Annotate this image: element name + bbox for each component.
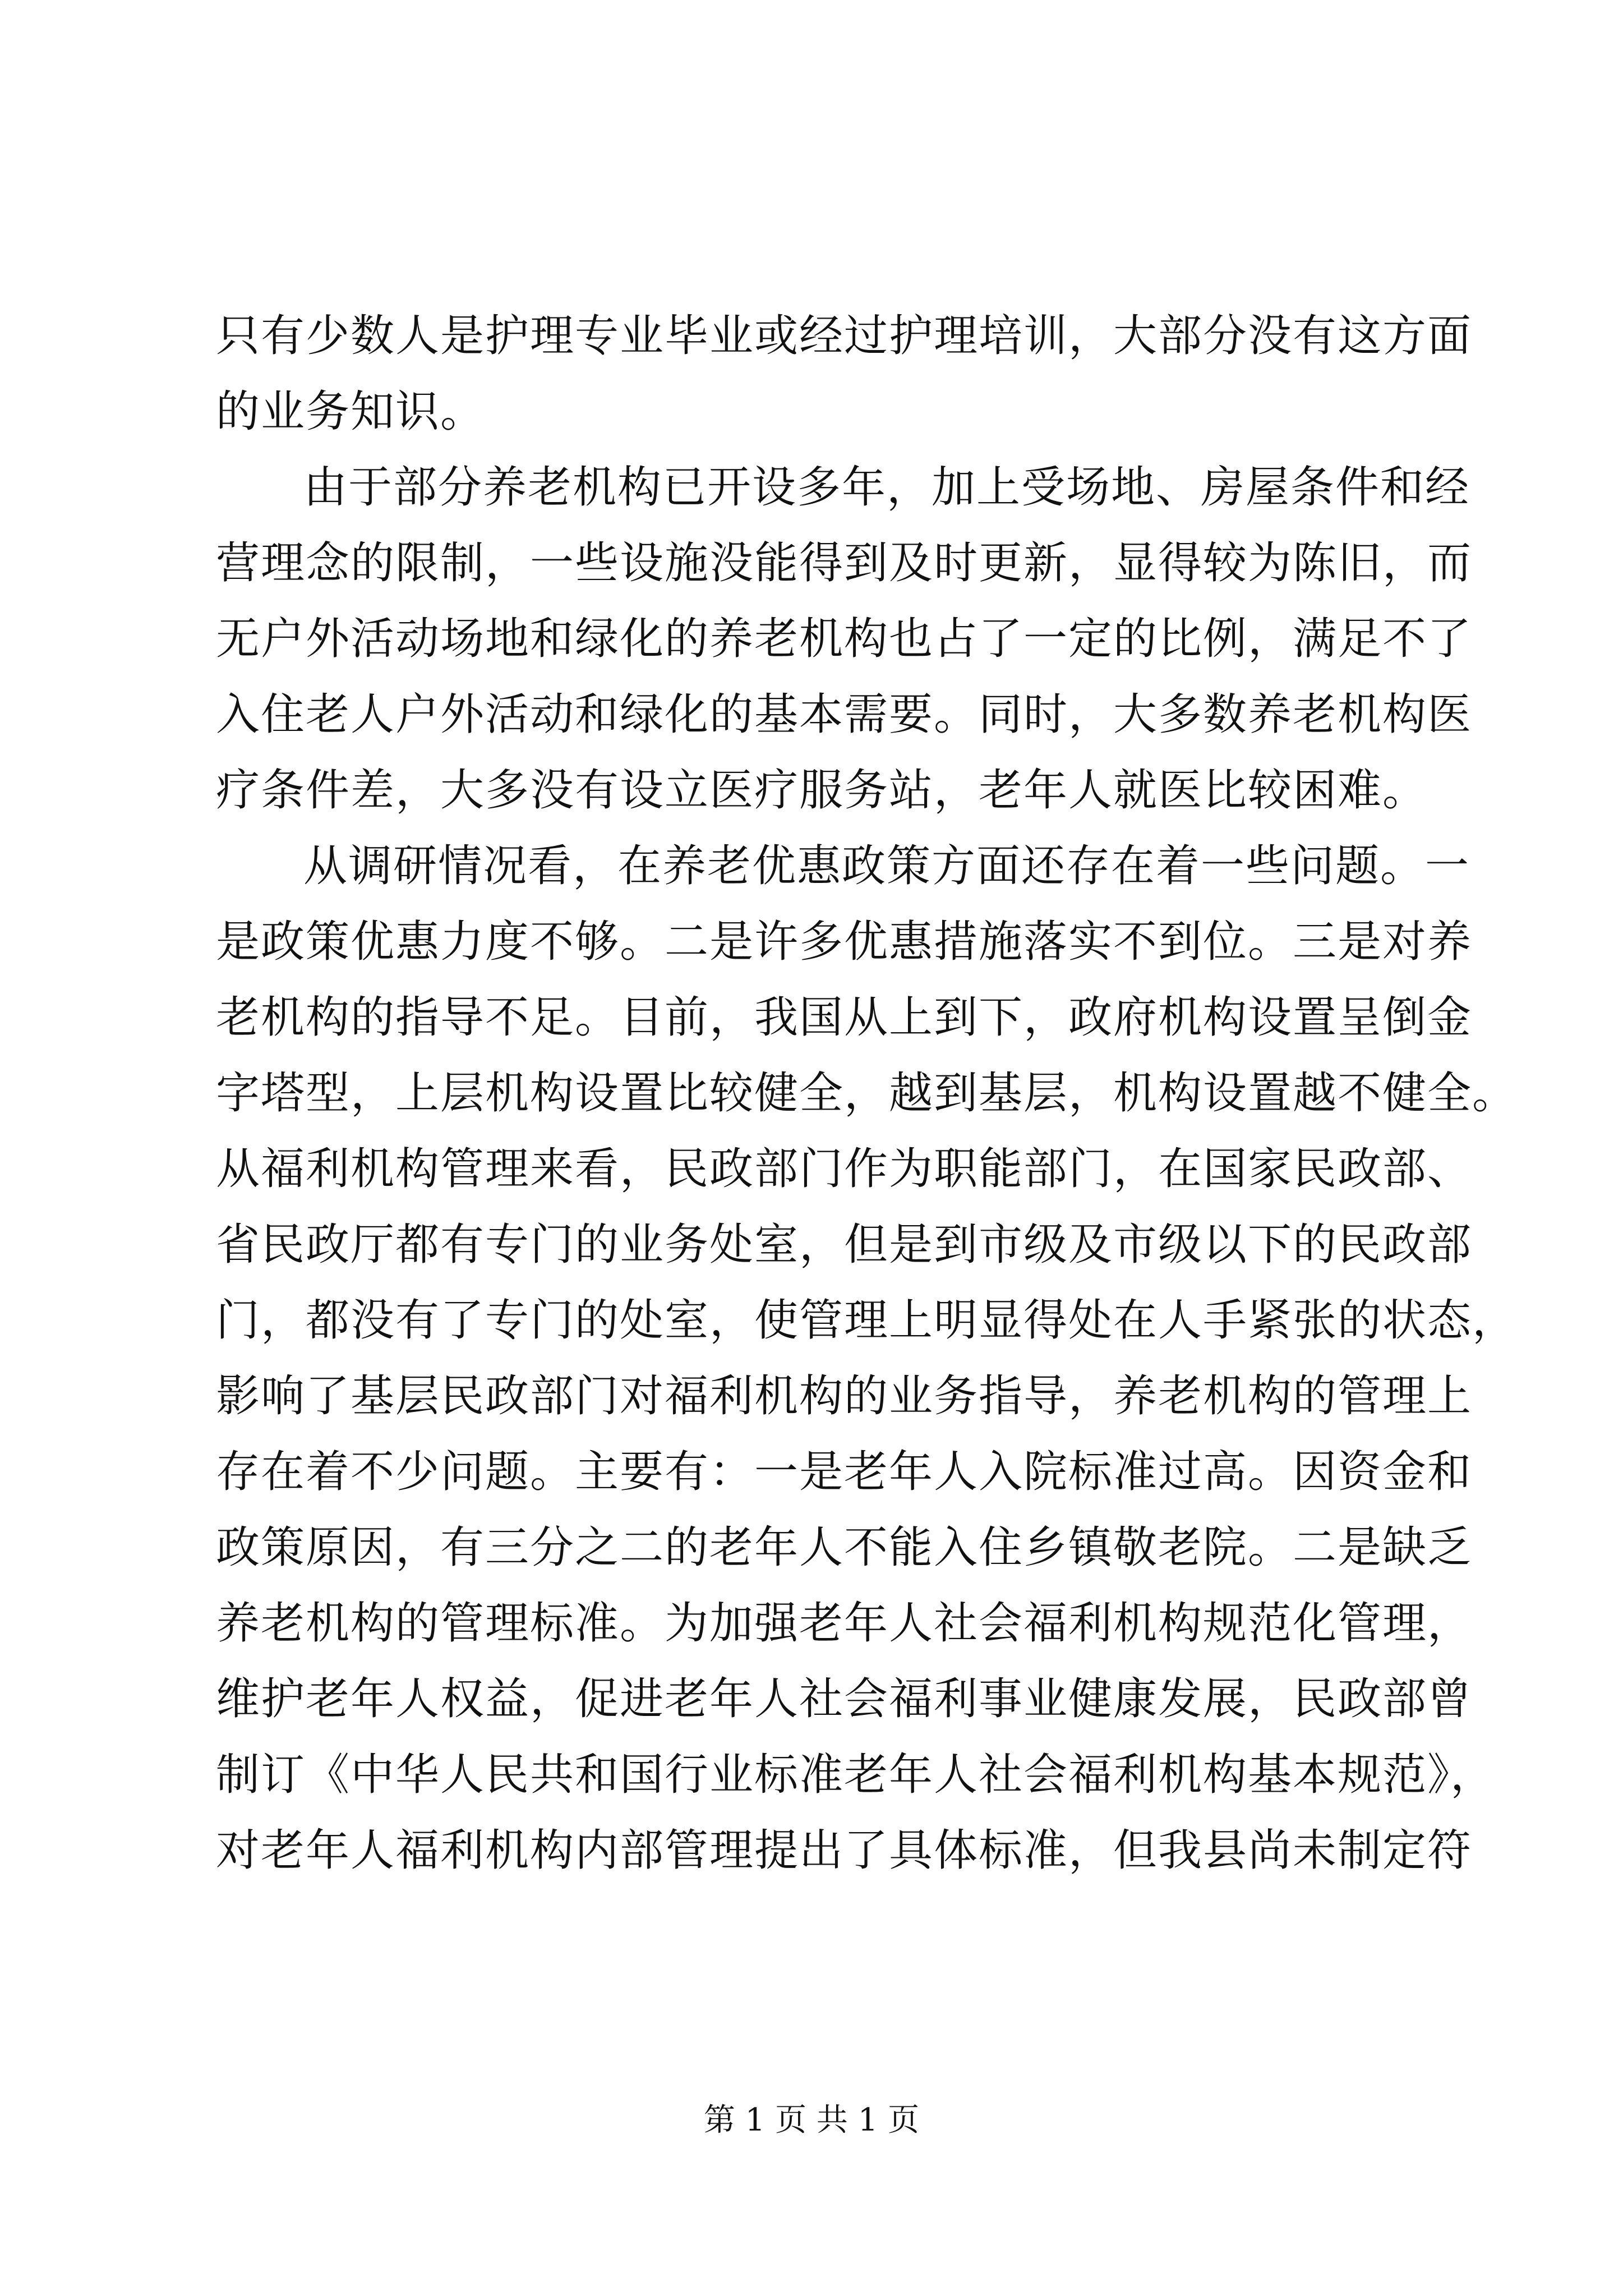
text-line: 维护老年人权益，促进老年人社会福利事业健康发展，民政部曾: [216, 1674, 1473, 1724]
text-line: 存在着不少问题。主要有：一是老年人入院标准过高。因资金和: [216, 1447, 1473, 1497]
text-line: 营理念的限制，一些设施没能得到及时更新，显得较为陈旧，而: [216, 538, 1473, 588]
document-body: [216, 298, 1518, 1889]
text-line: 只有少数人是护理专业毕业或经过护理培训，大部分没有这方面: [216, 311, 1473, 361]
text-line: 制订《中华人民共和国行业标准老年人社会福利机构基本规范》，: [216, 1750, 1496, 1800]
text-line: 从福利机构管理来看，民政部门作为职能部门，在国家民政部、: [216, 1144, 1473, 1194]
text-line: 省民政厅都有专门的业务处室，但是到市级及市级以下的民政部: [216, 1220, 1473, 1270]
text-line: 养老机构的管理标准。为加强老年人社会福利机构规范化管理，: [216, 1598, 1473, 1649]
text-line: 影响了基层民政部门对福利机构的业务指导，养老机构的管理上: [216, 1371, 1473, 1421]
text-line: 入住老人户外活动和绿化的基本需要。同时，大多数养老机构医: [216, 689, 1473, 740]
text-line: 字塔型，上层机构设置比较健全，越到基层，机构设置越不健全。: [216, 1068, 1518, 1119]
text-line: 的业务知识。: [216, 386, 486, 437]
text-line: 从调研情况看，在养老优惠政策方面还存在着一些问题。一: [303, 841, 1470, 891]
text-line: 政策原因，有三分之二的老年人不能入住乡镇敬老院。二是缺乏: [216, 1522, 1473, 1573]
text-line: 门，都没有了专门的处室，使管理上明显得处在人手紧张的状态，: [216, 1295, 1518, 1346]
text-line: 疗条件差，大多没有设立医疗服务站，老年人就医比较困难。: [216, 765, 1428, 816]
text-line: 对老年人福利机构内部管理提出了具体标准，但我县尚未制定符: [216, 1825, 1473, 1876]
text-line: 是政策优惠力度不够。二是许多优惠措施落实不到位。三是对养: [216, 917, 1473, 967]
page-number-footer: 第 1 页 共 1 页: [703, 2102, 920, 2138]
text-line: 由于部分养老机构已开设多年，加上受场地、房屋条件和经: [303, 462, 1470, 513]
text-line: 老机构的指导不足。目前，我国从上到下，政府机构设置呈倒金: [216, 992, 1473, 1043]
text-line: 无户外活动场地和绿化的养老机构也占了一定的比例，满足不了: [216, 614, 1473, 664]
